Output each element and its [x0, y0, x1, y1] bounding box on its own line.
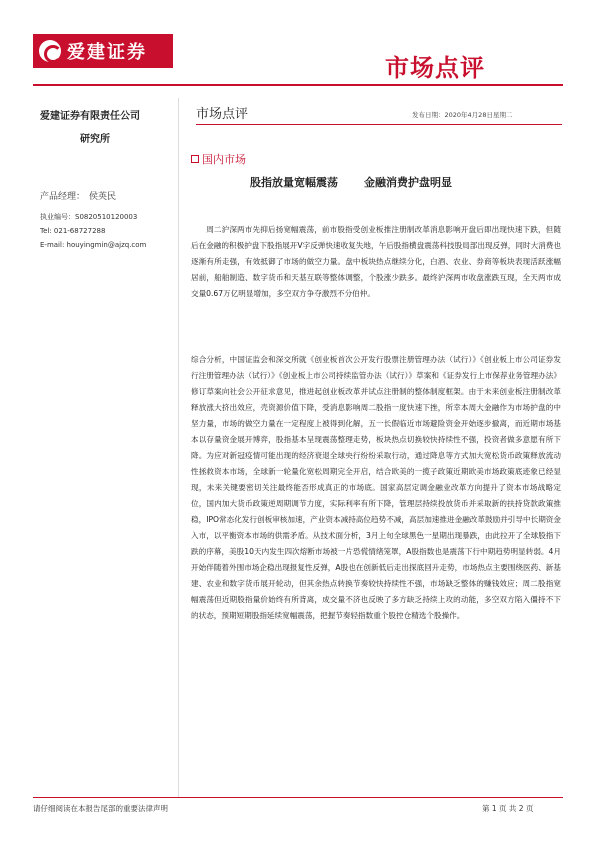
telephone: Tel: 021-68727288	[40, 227, 106, 235]
department-name: 研究所	[80, 134, 110, 145]
section-divider	[196, 124, 562, 125]
manager-name: 侯英民	[89, 192, 117, 202]
sidebar	[40, 110, 170, 252]
headline-part2: 金融消费护盘明显	[364, 176, 452, 189]
company-name: 爱建证券有限责任公司	[40, 111, 140, 122]
market-label-text: 国内市场	[202, 153, 246, 166]
header-divider	[33, 84, 563, 86]
section-title: 市场点评	[196, 107, 249, 122]
headline	[250, 174, 452, 190]
logo-icon	[39, 40, 61, 62]
paragraph-1: 周二沪深两市先抑后扬宽幅震荡，前市股指受创业板推注册制改革消息影响开盘后即出现快速下跌，但随后在金融的积极护盘下股指展开V字反弹快速收复失地，午后股指横盘震荡科技股局部出现反弹，同时大消费也逐渐有所走强，有效抵御了市场的做空力量。盘中板块热点继续分化，白酒、农业、券商等板块表现活跃涨幅居前，船舶制造、数字货币和天基互联等整体调整，个股涨少跌多。最终沪深两市收盘涨跌互现，全天两市成交量0.67万亿明显增加，多空双方争夺激烈不分伯仲。	[191, 225, 561, 298]
page-number: 第 1 页 共 2 页	[482, 804, 534, 813]
product-manager	[40, 189, 170, 202]
brand-logo	[33, 34, 173, 68]
publish-date: 发布日期：2020年4月28日星期二	[412, 111, 513, 119]
footer-divider	[33, 797, 563, 798]
manager-label: 产品经理：	[40, 192, 86, 202]
report-type-title: 市场点评	[385, 54, 485, 82]
checkbox-icon	[191, 155, 199, 163]
email: E-mail: houyingmin@ajzq.com	[40, 241, 147, 249]
market-section-label	[191, 151, 246, 167]
paragraph-2: 综合分析，中国证监会和深交所就《创业板首次公开发行股票注册管理办法（试行）》《创业板上市公司证券发行注册管理办法（试行）》《创业板上市公司持续监管办法（试行）》草案和《证券发行上市保荐业务管理办法》修订草案向社会公开征求意见，推进起创业板改革并试点注册制的整体制度框架。由于未来创业板注册制改革释放涨大挤出效应，壳资源价值下降，受消息影响周二股指一度快速下挫，所幸本周大金融作为市场护盘的中坚力量，市场的做空力量在一定程度上被得到化解，五一长假临近市场避险资金开始逐步撤离，而近期市场基本以存量资金展开博弈，股指基本呈现震荡整理走势，板块热点切换较快持续性不强，投资者做多意愿有所下降。为应对新冠疫情可能出现的经济衰退全球央行纷纷采取行动，通过降息等方式加大宽松货币政策释放流动性拯救资本市场，全球新一轮量化宽松周期完全开启，结合欧美的一揽子政策近期欧美市场政策底迹象已经显现，未来关键要密切关注最终能否形成真正的市场底。国家高层定调金融业改革方向提升了资本市场战略定位，国内加大货币政策逆周期调节力度，实际利率有所下降，管理层持续投放货币并采取新的扶持贷款政策推稳，IPO常态化发行创板审核加速，产业资本减持高位趋势不减，高层加速推进金融改革鼓励并引导中长期资金入市，以平衡资本市场的供需矛盾。从技术面分析，3月上旬全球黑色一星期出现暴跌，由此拉开了全球股指下跌的序幕，美股10天内发生四次熔断市场被一片恐慌情绪笼罩，A股指数也是震荡下行中期趋势明显转弱。4月开始伴随着外围市场企稳出现报复性反弹，A股也在创新低后走出探底回升走势，市场热点主要围绕医药、新基建、农业和数字货币展开轮动，但其余热点转换节奏较快持续性不强，市场缺乏整体的赚钱效应；周二股指宽幅震荡但近期股指量价始终有所背离，成交量不济也反映了多方缺乏持续上攻的动能，多空双方陷入僵持不下的状态，预期短期股指延续宽幅震荡，把握节奏轻指数重个股控仓精选个股操作。	[191, 355, 561, 620]
legal-disclaimer: 请仔细阅读在本报告尾部的重要法律声明	[33, 804, 168, 813]
column-divider	[178, 98, 179, 798]
license-number: 执业编号：S0820510120003	[40, 213, 138, 221]
contact-info	[40, 210, 170, 252]
logo-text: 爱建证券	[67, 42, 147, 63]
headline-part1: 股指放量宽幅震荡	[250, 176, 338, 189]
